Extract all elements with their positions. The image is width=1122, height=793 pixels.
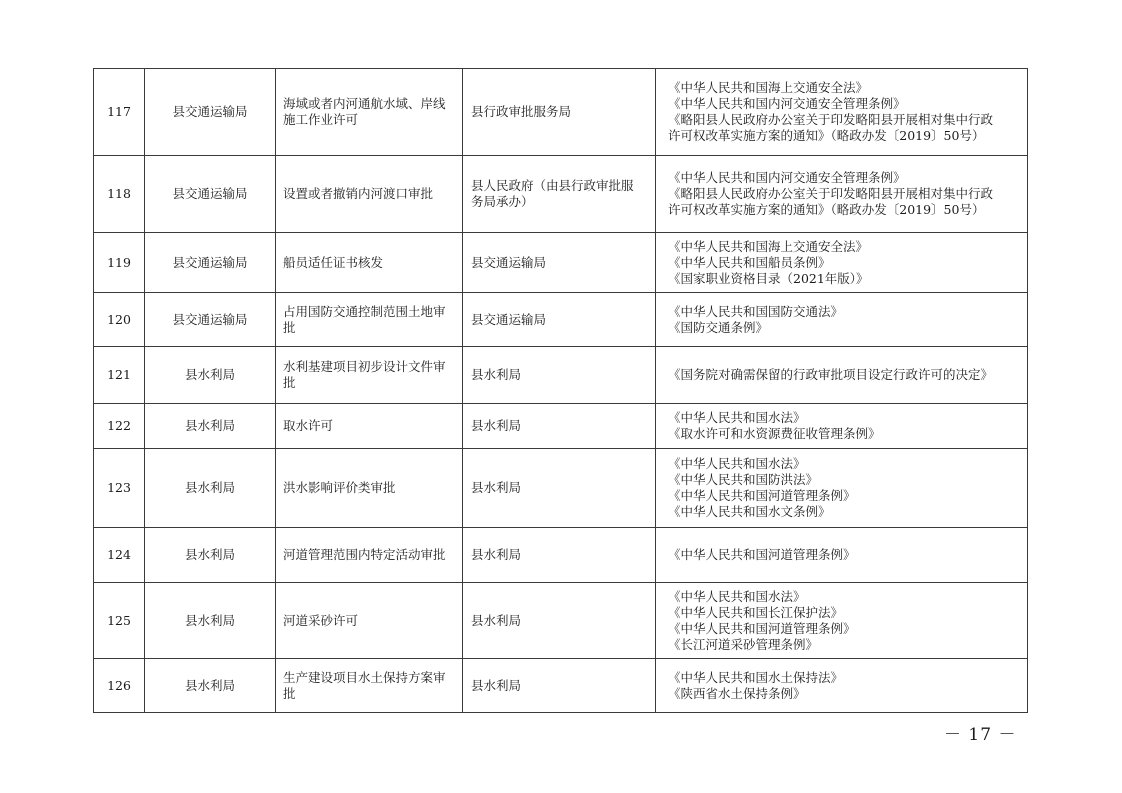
legal-basis-line: 《中华人民共和国水文条例》 [668,504,831,519]
legal-basis-line: 《中华人民共和国船员条例》 [668,254,831,270]
row-number: 121 [94,347,145,404]
implementing-agency-cell: 县水利局 [463,347,656,404]
table-row [94,583,1028,659]
legal-basis-line: 《中华人民共和国水法》 [668,410,806,425]
department-cell: 县水利局 [145,404,276,449]
legal-basis-line: 许可权改革实施方案的通知》（略政办发〔2019〕50号） [668,128,985,143]
table-row [94,233,1028,293]
permit-item-cell: 设置或者撤销内河渡口审批 [276,156,463,233]
implementing-agency-cell: 县人民政府（由县行政审批服务局承办） [463,156,656,233]
legal-basis-cell [656,293,1028,347]
legal-basis-line: 《中华人民共和国内河交通安全管理条例》 [668,96,906,111]
implementing-agency-cell: 县水利局 [463,449,656,528]
row-number: 120 [94,293,145,347]
legal-basis-cell [656,404,1028,449]
legal-basis-line: 《中华人民共和国长江保护法》 [668,604,844,620]
legal-basis-line: 《陕西省水土保持条例》 [668,685,806,701]
legal-basis-line: 《中华人民共和国防洪法》 [668,472,819,487]
permit-item-cell: 水利基建项目初步设计文件审批 [276,347,463,404]
table-row [94,528,1028,583]
permit-table [93,68,1028,713]
permit-item-cell: 洪水影响评价类审批 [276,449,463,528]
implementing-agency-cell: 县水利局 [463,528,656,583]
department-cell: 县交通运输局 [145,293,276,347]
department-cell: 县水利局 [145,449,276,528]
row-number: 119 [94,233,145,293]
legal-basis-line: 《中华人民共和国河道管理条例》 [668,547,856,562]
legal-basis-cell [656,659,1028,713]
department-cell: 县水利局 [145,583,276,659]
department-cell: 县交通运输局 [145,233,276,293]
legal-basis-line: 《国务院对确需保留的行政审批项目设定行政许可的决定》 [668,367,994,382]
department-cell: 县水利局 [145,347,276,404]
table-row [94,449,1028,528]
legal-basis-line: 许可权改革实施方案的通知》（略政办发〔2019〕50号） [668,202,985,217]
implementing-agency-cell: 县交通运输局 [463,293,656,347]
row-number: 126 [94,659,145,713]
legal-basis-line: 《取水许可和水资源费征收管理条例》 [668,426,881,441]
department-cell: 县水利局 [145,528,276,583]
department-cell: 县交通运输局 [145,69,276,156]
legal-basis-line: 《长江河道采砂管理条例》 [668,636,819,652]
implementing-agency-cell: 县行政审批服务局 [463,69,656,156]
legal-basis-line: 《中华人民共和国河道管理条例》 [668,620,856,636]
row-number: 117 [94,69,145,156]
legal-basis-line: 《中华人民共和国海上交通安全法》 [668,80,869,95]
implementing-agency-cell: 县交通运输局 [463,233,656,293]
legal-basis-line: 《中华人民共和国内河交通安全管理条例》 [668,170,906,185]
legal-basis-cell [656,233,1028,293]
legal-basis-line: 《国防交通条例》 [668,319,769,335]
legal-basis-line: 《中华人民共和国水法》 [668,588,806,604]
row-number: 122 [94,404,145,449]
legal-basis-cell [656,69,1028,156]
permit-item-cell: 河道采砂许可 [276,583,463,659]
legal-basis-cell [656,347,1028,404]
permit-item-cell: 河道管理范围内特定活动审批 [276,528,463,583]
implementing-agency-cell: 县水利局 [463,583,656,659]
legal-basis-line: 《中华人民共和国水土保持法》 [668,669,844,685]
legal-basis-line: 《中华人民共和国河道管理条例》 [668,488,856,503]
permit-item-cell: 海域或者内河通航水域、岸线施工作业许可 [276,69,463,156]
legal-basis-cell [656,528,1028,583]
table-row [94,156,1028,233]
permit-table-body [94,69,1028,713]
legal-basis-line: 《中华人民共和国国防交通法》 [668,303,844,319]
legal-basis-line: 《略阳县人民政府办公室关于印发略阳县开展相对集中行政 [668,112,994,127]
department-cell: 县水利局 [145,659,276,713]
row-number: 118 [94,156,145,233]
row-number: 123 [94,449,145,528]
legal-basis-line: 《中华人民共和国海上交通安全法》 [668,238,869,254]
row-number: 124 [94,528,145,583]
table-row [94,69,1028,156]
page-number: － 17 － [944,725,1017,745]
legal-basis-cell [656,449,1028,528]
implementing-agency-cell: 县水利局 [463,404,656,449]
permit-item-cell: 取水许可 [276,404,463,449]
permit-item-cell: 船员适任证书核发 [276,233,463,293]
legal-basis-line: 《中华人民共和国水法》 [668,456,806,471]
implementing-agency-cell: 县水利局 [463,659,656,713]
table-row [94,347,1028,404]
legal-basis-cell [656,156,1028,233]
table-row [94,659,1028,713]
table-row [94,404,1028,449]
department-cell: 县交通运输局 [145,156,276,233]
permit-item-cell: 生产建设项目水土保持方案审批 [276,659,463,713]
row-number: 125 [94,583,145,659]
permit-item-cell: 占用国防交通控制范围土地审批 [276,293,463,347]
legal-basis-line: 《略阳县人民政府办公室关于印发略阳县开展相对集中行政 [668,186,994,201]
legal-basis-line: 《国家职业资格目录（2021年版）》 [668,270,869,286]
table-row [94,293,1028,347]
legal-basis-cell [656,583,1028,659]
